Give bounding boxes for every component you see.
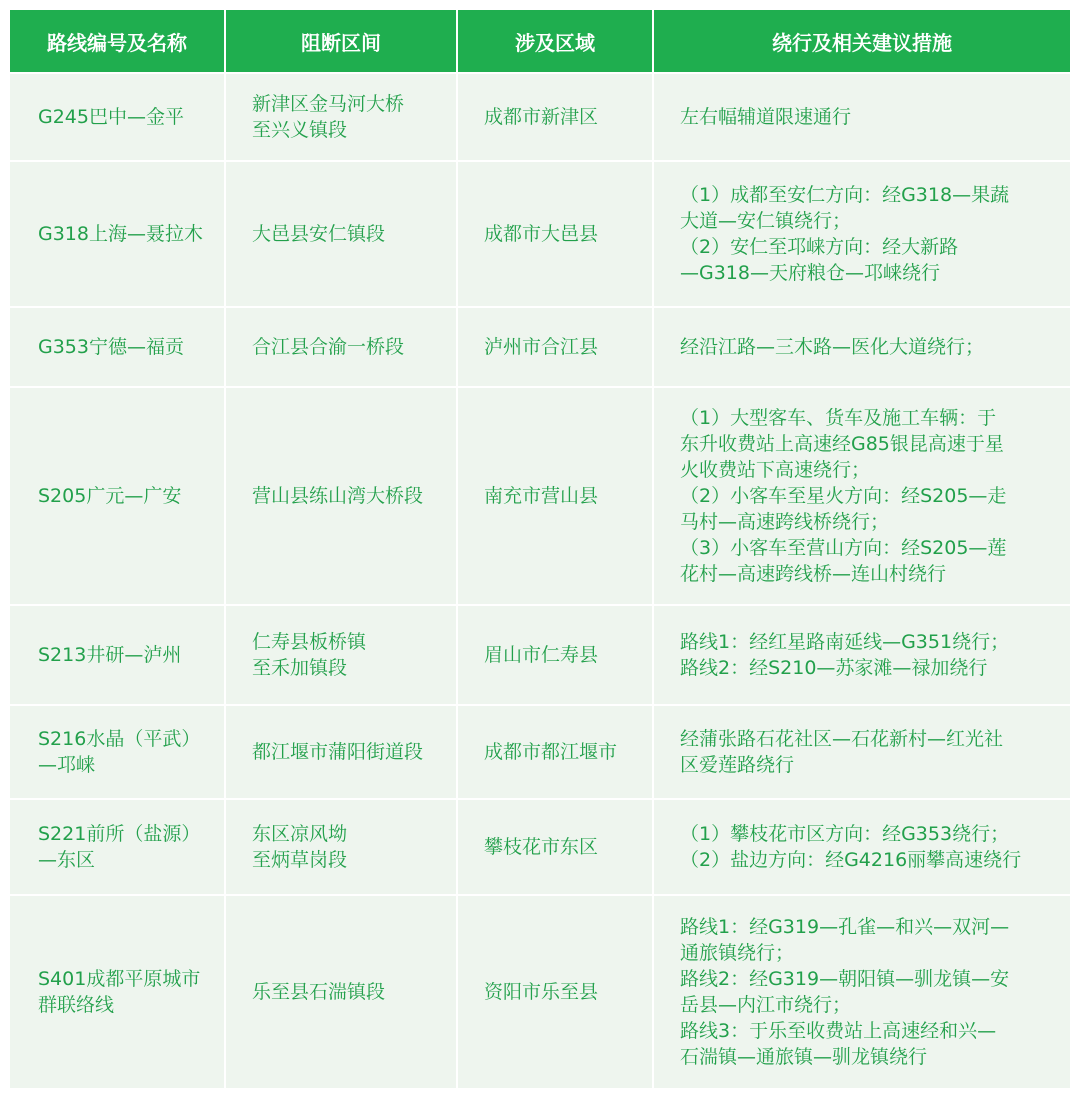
section-cell-line: 仁寿县板桥镇	[252, 631, 367, 653]
section-cell-line: 至禾加镇段	[252, 657, 348, 679]
route-cell-line: —东区	[38, 849, 96, 871]
route-cell-line: 群联络线	[38, 994, 115, 1016]
table-row	[10, 162, 1070, 308]
table-row	[10, 800, 1070, 896]
advice-cell-line: 路线3：于乐至收费站上高速经和兴—	[680, 1020, 997, 1042]
area-cell	[458, 162, 654, 308]
section-cell-line: 都江堰市蒲阳街道段	[252, 741, 424, 763]
area-cell-line: 成都市都江堰市	[484, 741, 618, 763]
section-cell	[226, 74, 458, 162]
advice-cell	[654, 896, 1070, 1090]
section-cell-line: 至兴义镇段	[252, 119, 348, 141]
advice-cell-line: 石湍镇—通旅镇—驯龙镇绕行	[680, 1046, 928, 1068]
section-cell	[226, 800, 458, 896]
route-cell	[10, 308, 226, 388]
advice-cell-line: 区爱莲路绕行	[680, 754, 795, 776]
table-header	[10, 10, 1070, 74]
advice-cell	[654, 162, 1070, 308]
table-body	[10, 74, 1070, 1090]
advice-cell-line: 路线2：经S210—苏家滩—禄加绕行	[680, 657, 988, 679]
section-cell	[226, 706, 458, 800]
route-cell-line: —邛崃	[38, 754, 96, 776]
advice-cell-line: 左右幅辅道限速通行	[680, 106, 852, 128]
section-cell	[226, 388, 458, 606]
advice-cell-line: 马村—高速跨线桥绕行；	[680, 511, 890, 533]
table-row	[10, 606, 1070, 706]
advice-cell-line: 经蒲张路石花社区—石花新村—红光社	[680, 728, 1004, 750]
area-cell	[458, 388, 654, 606]
advice-cell-line: （1）成都至安仁方向：经G318—果蔬	[680, 184, 1010, 206]
area-cell-line: 泸州市合江县	[484, 336, 599, 358]
advice-cell-line: 路线1：经G319—孔雀—和兴—双河—	[680, 916, 1010, 938]
section-cell	[226, 606, 458, 706]
area-cell	[458, 896, 654, 1090]
advice-cell-line: 路线2：经G319—朝阳镇—驯龙镇—安	[680, 968, 1010, 990]
section-cell-line: 至炳草岗段	[252, 849, 348, 871]
area-cell-line: 资阳市乐至县	[484, 981, 599, 1003]
header-route: 路线编号及名称	[10, 10, 226, 74]
route-cell	[10, 162, 226, 308]
advice-cell-line: （3）小客车至营山方向：经S205—莲	[680, 537, 1007, 559]
area-cell-line: 成都市大邑县	[484, 223, 599, 245]
area-cell	[458, 800, 654, 896]
header-section: 阻断区间	[226, 10, 458, 74]
advice-cell	[654, 388, 1070, 606]
advice-cell-line: （2）小客车至星火方向：经S205—走	[680, 485, 1007, 507]
route-cell	[10, 74, 226, 162]
route-cell-line: S205广元—广安	[38, 485, 182, 507]
advice-cell	[654, 308, 1070, 388]
advice-cell-line: 通旅镇绕行；	[680, 942, 795, 964]
route-cell-line: S221前所（盐源）	[38, 823, 201, 845]
section-cell	[226, 308, 458, 388]
advice-cell-line: 岳县—内江市绕行；	[680, 994, 852, 1016]
area-cell	[458, 706, 654, 800]
detour-table-container	[10, 10, 1070, 1090]
advice-cell-line: （1）攀枝花市区方向：经G353绕行；	[680, 823, 1010, 845]
advice-cell-line: 经沿江路—三木路—医化大道绕行；	[680, 336, 985, 358]
route-cell-line: G318上海—聂拉木	[38, 223, 203, 245]
advice-cell-line: 大道—安仁镇绕行；	[680, 210, 852, 232]
section-cell-line: 合江县合渝一桥段	[252, 336, 405, 358]
table-row	[10, 308, 1070, 388]
advice-cell-line: 火收费站下高速绕行；	[680, 459, 871, 481]
area-cell	[458, 308, 654, 388]
section-cell-line: 营山县练山湾大桥段	[252, 485, 424, 507]
area-cell	[458, 606, 654, 706]
area-cell	[458, 74, 654, 162]
route-cell-line: G353宁德—福贡	[38, 336, 184, 358]
route-cell	[10, 896, 226, 1090]
advice-cell	[654, 74, 1070, 162]
advice-cell-line: （2）安仁至邛崃方向：经大新路	[680, 236, 959, 258]
section-cell-line: 新津区金马河大桥	[252, 93, 405, 115]
advice-cell-line: （2）盐边方向：经G4216丽攀高速绕行	[680, 849, 1022, 871]
table-row	[10, 74, 1070, 162]
advice-cell	[654, 800, 1070, 896]
route-cell-line: S213井研—泸州	[38, 644, 182, 666]
header-advice: 绕行及相关建议措施	[654, 10, 1070, 74]
route-cell-line: G245巴中—金平	[38, 106, 184, 128]
route-cell-line: S216水晶（平武）	[38, 728, 201, 750]
detour-table	[10, 10, 1070, 1090]
table-row	[10, 896, 1070, 1090]
table-row	[10, 706, 1070, 800]
area-cell-line: 成都市新津区	[484, 106, 599, 128]
section-cell-line: 大邑县安仁镇段	[252, 223, 386, 245]
section-cell	[226, 162, 458, 308]
advice-cell	[654, 706, 1070, 800]
table-row	[10, 388, 1070, 606]
route-cell	[10, 706, 226, 800]
route-cell	[10, 388, 226, 606]
advice-cell	[654, 606, 1070, 706]
route-cell-line: S401成都平原城市	[38, 968, 201, 990]
route-cell	[10, 800, 226, 896]
header-row	[10, 10, 1070, 74]
section-cell	[226, 896, 458, 1090]
advice-cell-line: （1）大型客车、货车及施工车辆：于	[680, 407, 997, 429]
advice-cell-line: 花村—高速跨线桥—连山村绕行	[680, 563, 947, 585]
section-cell-line: 东区凉风坳	[252, 823, 348, 845]
section-cell-line: 乐至县石湍镇段	[252, 981, 386, 1003]
advice-cell-line: —G318—天府粮仓—邛崃绕行	[680, 262, 940, 284]
area-cell-line: 眉山市仁寿县	[484, 644, 599, 666]
header-area: 涉及区域	[458, 10, 654, 74]
advice-cell-line: 东升收费站上高速经G85银昆高速于星	[680, 433, 1004, 455]
advice-cell-line: 路线1：经红星路南延线—G351绕行；	[680, 631, 1010, 653]
area-cell-line: 南充市营山县	[484, 485, 599, 507]
route-cell	[10, 606, 226, 706]
area-cell-line: 攀枝花市东区	[484, 836, 599, 858]
